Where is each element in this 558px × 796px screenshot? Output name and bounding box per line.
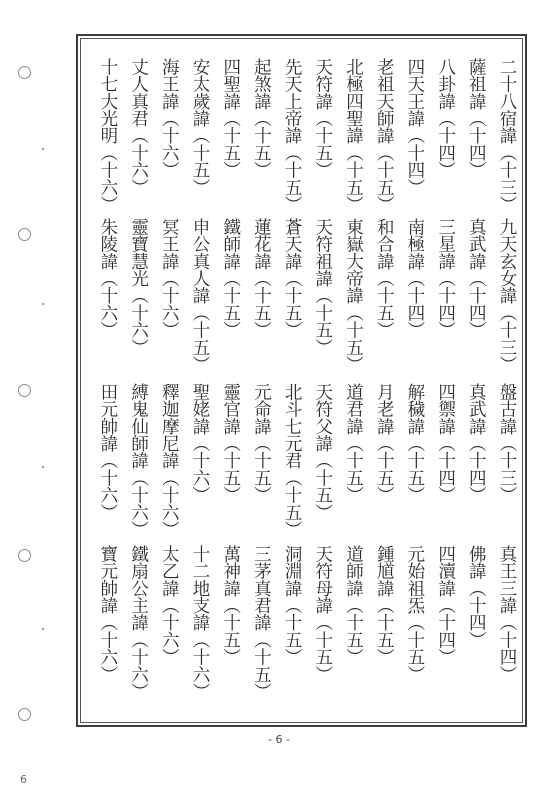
- index-column: [434, 58, 458, 708]
- binder-hole: [18, 384, 31, 397]
- index-column: [127, 58, 151, 708]
- index-entry: 元始祖炁（十五）: [404, 545, 425, 683]
- index-entry: 海王諱（十六）: [159, 58, 180, 179]
- index-entry: 安太歲諱（十五）: [190, 58, 210, 196]
- index-entry: 盤古諱（十三）: [497, 383, 517, 504]
- index-entry: 鍾馗諱（十五）: [374, 545, 395, 666]
- index-entry: 三茅真君諱（十五）: [251, 545, 272, 700]
- index-column: [249, 58, 273, 708]
- index-entry: 元命諱（十五）: [251, 383, 272, 504]
- index-entry: 薩祖諱（十四）: [466, 58, 487, 179]
- index-entry: 蒼天諱（十五）: [282, 218, 303, 339]
- index-column: [495, 58, 519, 708]
- index-entry: 老祖天師諱（十五）: [374, 58, 395, 213]
- index-entry: 道君諱（十五）: [343, 383, 364, 504]
- corner-page-number: 6: [20, 773, 27, 786]
- index-entry: 蓮花諱（十五）: [251, 218, 272, 339]
- binder-hole: [18, 228, 31, 241]
- index-entry: 四禦諱（十四）: [435, 383, 456, 504]
- index-entry: 十七大光明（十六）: [97, 58, 118, 213]
- index-entry: 萬神諱（十五）: [220, 545, 241, 666]
- index-column: [403, 58, 427, 708]
- index-column: [188, 58, 212, 708]
- index-entry: 聖姥諱（十六）: [190, 383, 210, 504]
- index-entry: 二十八宿諱（十三）: [497, 58, 517, 213]
- index-column: [157, 58, 181, 708]
- index-entry: 和合諱（十五）: [374, 218, 395, 339]
- index-entry: 真武諱（十四）: [466, 218, 487, 339]
- index-entry: 佛諱（十四）: [466, 545, 487, 649]
- index-entry: 寶元帥諱（十六）: [97, 545, 118, 683]
- index-column: [464, 58, 488, 708]
- index-entry: 申公真人諱（十五）: [190, 218, 210, 373]
- index-entry: 真武諱（十四）: [466, 383, 487, 504]
- index-entry: 靈寶慧光（十六）: [128, 218, 149, 356]
- index-entry: 南極諱（十四）: [404, 218, 425, 339]
- index-entry: 洞淵諱（十五）: [282, 545, 303, 666]
- index-entry: 鐵扇公主諱（十六）: [128, 545, 149, 700]
- index-entry: 太乙諱（十六）: [159, 545, 180, 666]
- binder-hole: [18, 66, 31, 79]
- index-column: [219, 58, 243, 708]
- index-column: [311, 58, 335, 708]
- index-column: [96, 58, 120, 708]
- index-entry: 田元帥諱（十六）: [97, 383, 118, 521]
- index-entry: 丈人真君（十六）: [128, 58, 149, 196]
- index-entry: 天符諱（十五）: [312, 58, 333, 179]
- index-column: [372, 58, 396, 708]
- index-entry: 北斗七元君（十五）: [282, 383, 303, 538]
- index-entry: 東嶽大帝諱（十五）: [343, 218, 364, 373]
- binder-hole: [18, 708, 31, 721]
- margin-mark: [42, 303, 44, 305]
- index-entry: 冥王諱（十六）: [159, 218, 180, 339]
- index-entry: 縛鬼仙師諱（十六）: [128, 383, 149, 538]
- index-entry: 天符母諱（十五）: [312, 545, 333, 683]
- index-entry: 九天玄女諱（十三）: [497, 218, 517, 373]
- index-entry: 天符祖諱（十五）: [312, 218, 333, 356]
- index-entry: 三星諱（十四）: [435, 218, 456, 339]
- index-entry: 天符父諱（十五）: [312, 383, 333, 521]
- page-number: - 6 -: [268, 733, 290, 746]
- index-entry: 靈官諱（十五）: [220, 383, 241, 504]
- index-entry: 鐵師諱（十五）: [220, 218, 241, 339]
- index-column: [280, 58, 304, 708]
- index-entry: 四天王諱（十四）: [404, 58, 425, 196]
- index-column: [342, 58, 366, 708]
- index-entry: 釋迦摩尼諱（十六）: [159, 383, 180, 538]
- index-entry: 先天上帝諱（十五）: [282, 58, 303, 213]
- index-entry: 朱陵諱（十六）: [97, 218, 118, 339]
- index-entry: 月老諱（十五）: [374, 383, 395, 504]
- index-entry: 解穢諱（十五）: [404, 383, 425, 504]
- binder-hole: [18, 549, 31, 562]
- index-entry: 真王三諱（十四）: [497, 545, 517, 683]
- margin-mark: [42, 628, 44, 630]
- margin-mark: [42, 148, 44, 150]
- index-entry: 十二地支諱（十六）: [190, 545, 210, 700]
- index-entry: 四瀆諱（十四）: [435, 545, 456, 666]
- index-entry: 四聖諱（十五）: [220, 58, 241, 179]
- index-entry: 起煞諱（十五）: [251, 58, 272, 179]
- index-entry: 八卦諱（十四）: [435, 58, 456, 179]
- margin-mark: [42, 466, 44, 468]
- index-entry: 北極四聖諱（十五）: [343, 58, 364, 213]
- index-entry: 道師諱（十五）: [343, 545, 364, 666]
